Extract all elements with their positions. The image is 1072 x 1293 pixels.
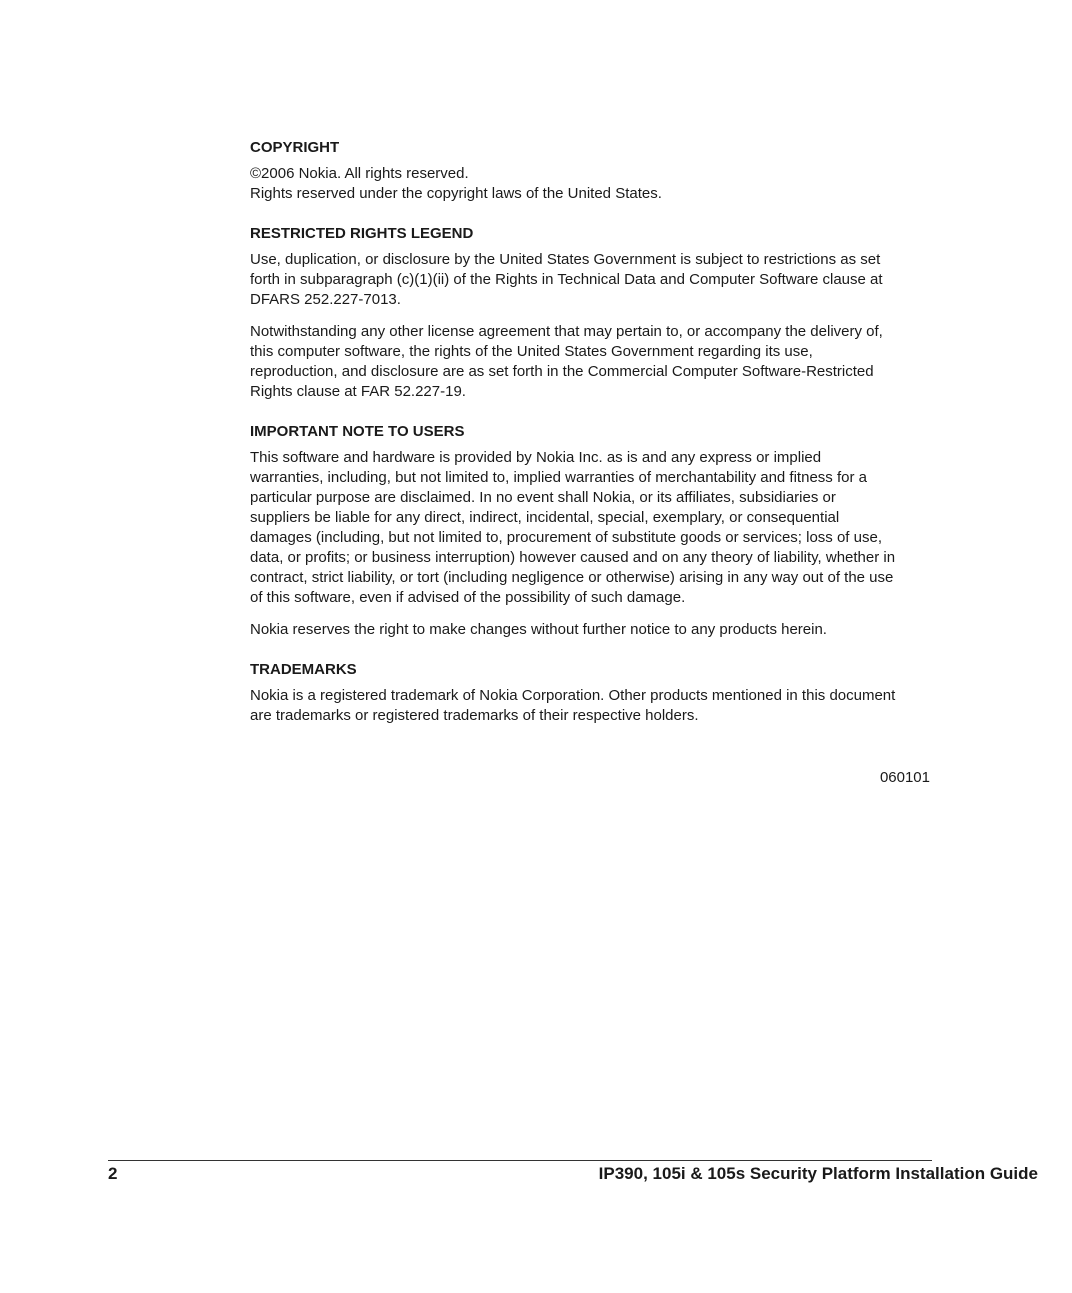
text-line: This software and hardware is provided by Nokia Inc. as is and any express or implied: [250, 449, 822, 466]
text-line: reproduction, and disclosure are as set forth in the Commercial Computer Software-Restricted: [250, 363, 874, 380]
text-line: of this software, even if advised of the possibility of such damage.: [250, 589, 686, 606]
paragraph: [250, 620, 940, 640]
text-line: Use, duplication, or disclosure by the United States Government is subject to restrictions as set: [250, 251, 881, 268]
section-restricted-rights: [250, 224, 940, 402]
text-line: Nokia reserves the right to make changes without further notice to any products herein.: [250, 621, 827, 638]
footer-divider: [108, 1160, 932, 1161]
section-important-note: [250, 422, 940, 640]
text-line: particular purpose are disclaimed. In no event shall Nokia, or its affiliates, subsidiaries or: [250, 489, 836, 506]
section-heading: COPYRIGHT: [250, 139, 340, 156]
legal-notices: [250, 138, 940, 738]
section-heading: TRADEMARKS: [250, 661, 357, 678]
paragraph: [250, 164, 940, 204]
paragraph: [250, 686, 940, 726]
text-line: data, or profits; or business interruption) however caused and on any theory of liability, whether in: [250, 549, 896, 566]
text-line: this computer software, the rights of the United States Government regarding its use,: [250, 343, 813, 360]
text-line: warranties, including, but not limited to, implied warranties of merchantability and fitness for a: [250, 469, 867, 486]
text-line: Notwithstanding any other license agreement that may pertain to, or accompany the delivery of,: [250, 323, 883, 340]
paragraph: [250, 448, 940, 608]
section-heading: RESTRICTED RIGHTS LEGEND: [250, 225, 474, 242]
text-line: damages (including, but not limited to, procurement of substitute goods or services; loss of use,: [250, 529, 882, 546]
paragraph: [250, 322, 940, 402]
text-line: suppliers be liable for any direct, indirect, incidental, special, exemplary, or consequential: [250, 509, 840, 526]
section-copyright: [250, 138, 940, 204]
text-line: Rights reserved under the copyright laws of the United States.: [250, 185, 662, 202]
text-line: Rights clause at FAR 52.227-19.: [250, 383, 466, 400]
text-line: Nokia is a registered trademark of Nokia Corporation. Other products mentioned in this document: [250, 687, 896, 704]
footer-title: IP390, 105i & 105s Security Platform Installation Guide: [598, 1164, 1038, 1183]
section-heading: IMPORTANT NOTE TO USERS: [250, 423, 465, 440]
paragraph: [250, 250, 940, 310]
document-code: 060101: [879, 769, 930, 786]
text-line: ©2006 Nokia. All rights reserved.: [250, 165, 469, 182]
text-line: DFARS 252.227-7013.: [250, 291, 401, 308]
text-line: contract, strict liability, or tort (including negligence or otherwise) arising in any way out of the use: [250, 569, 894, 586]
text-line: are trademarks or registered trademarks of their respective holders.: [250, 707, 699, 724]
text-line: forth in subparagraph (c)(1)(ii) of the Rights in Technical Data and Computer Software clause at: [250, 271, 883, 288]
page-number: 2: [108, 1164, 118, 1183]
section-trademarks: [250, 660, 940, 726]
